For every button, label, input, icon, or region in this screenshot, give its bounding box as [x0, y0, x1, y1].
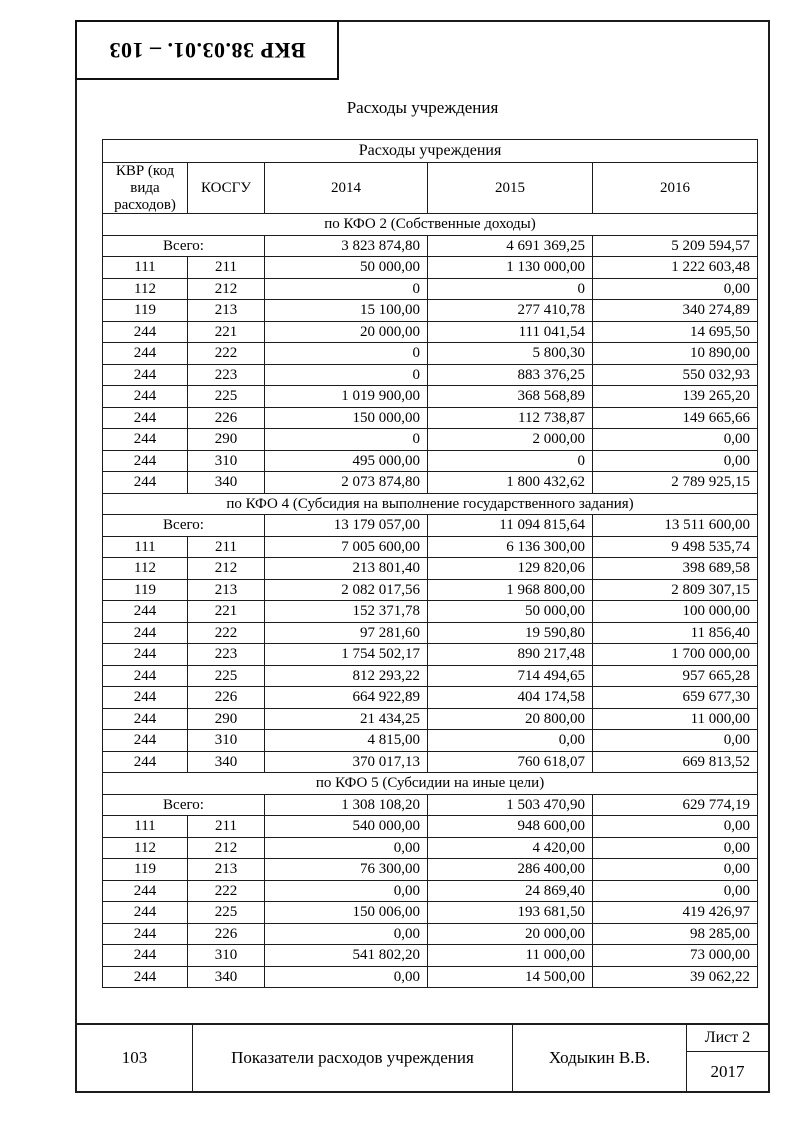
kosgu-cell: 221	[188, 321, 265, 343]
kvr-cell: 119	[103, 300, 188, 322]
value-cell: 883 376,25	[428, 364, 593, 386]
value-cell: 11 000,00	[593, 708, 758, 730]
value-cell: 659 677,30	[593, 687, 758, 709]
doc-year: 2017	[710, 1061, 745, 1081]
value-cell: 15 100,00	[265, 300, 428, 322]
value-cell: 404 174,58	[428, 687, 593, 709]
value-cell: 111 041,54	[428, 321, 593, 343]
value-cell: 1 130 000,00	[428, 257, 593, 279]
kvr-cell: 244	[103, 945, 188, 967]
value-cell: 0,00	[265, 923, 428, 945]
table-row	[103, 923, 758, 945]
value-cell: 0,00	[593, 730, 758, 752]
value-cell: 0,00	[265, 966, 428, 988]
kvr-cell: 111	[103, 816, 188, 838]
table-row	[103, 278, 758, 300]
kvr-cell: 244	[103, 407, 188, 429]
total-value: 11 094 815,64	[428, 515, 593, 537]
kosgu-cell: 310	[188, 945, 265, 967]
value-cell: 0,00	[593, 278, 758, 300]
value-cell: 50 000,00	[265, 257, 428, 279]
kosgu-cell: 225	[188, 386, 265, 408]
kosgu-cell: 213	[188, 859, 265, 881]
kvr-cell: 111	[103, 257, 188, 279]
table-row	[103, 321, 758, 343]
kosgu-cell: 222	[188, 343, 265, 365]
kvr-cell: 244	[103, 708, 188, 730]
value-cell: 0	[265, 278, 428, 300]
kvr-cell: 112	[103, 558, 188, 580]
value-cell: 6 136 300,00	[428, 536, 593, 558]
value-cell: 152 371,78	[265, 601, 428, 623]
value-cell: 9 498 535,74	[593, 536, 758, 558]
value-cell: 150 000,00	[265, 407, 428, 429]
stamp-box	[75, 20, 339, 80]
expenses-table-body	[103, 214, 758, 988]
value-cell: 2 000,00	[428, 429, 593, 451]
kvr-cell: 244	[103, 923, 188, 945]
kosgu-cell: 212	[188, 837, 265, 859]
total-row	[103, 794, 758, 816]
value-cell: 0,00	[265, 880, 428, 902]
table-row	[103, 665, 758, 687]
kosgu-cell: 310	[188, 730, 265, 752]
column-header-2016: 2016	[593, 163, 758, 214]
value-cell: 11 000,00	[428, 945, 593, 967]
total-value: 5 209 594,57	[593, 235, 758, 257]
kosgu-cell: 213	[188, 579, 265, 601]
total-row	[103, 515, 758, 537]
total-value: 4 691 369,25	[428, 235, 593, 257]
value-cell: 419 426,97	[593, 902, 758, 924]
kosgu-cell: 223	[188, 644, 265, 666]
kvr-cell: 244	[103, 343, 188, 365]
kvr-cell: 244	[103, 450, 188, 472]
value-cell: 76 300,00	[265, 859, 428, 881]
kosgu-cell: 226	[188, 407, 265, 429]
total-value: 1 503 470,90	[428, 794, 593, 816]
value-cell: 550 032,93	[593, 364, 758, 386]
total-value: 13 179 057,00	[265, 515, 428, 537]
value-cell: 0	[428, 278, 593, 300]
value-cell: 0	[265, 364, 428, 386]
table-row	[103, 644, 758, 666]
value-cell: 0,00	[593, 880, 758, 902]
sheet-number: Лист 2	[687, 1025, 768, 1052]
value-cell: 1 019 900,00	[265, 386, 428, 408]
doc-number: 103	[121, 1048, 148, 1067]
value-cell: 100 000,00	[593, 601, 758, 623]
table-row	[103, 816, 758, 838]
kosgu-cell: 225	[188, 665, 265, 687]
section-header: по КФО 2 (Собственные доходы)	[103, 214, 758, 236]
column-header-kvr: КВР (код вида расходов)	[103, 163, 188, 214]
value-cell: 368 568,89	[428, 386, 593, 408]
table-row	[103, 364, 758, 386]
value-cell: 21 434,25	[265, 708, 428, 730]
value-cell: 957 665,28	[593, 665, 758, 687]
table-row	[103, 450, 758, 472]
kvr-cell: 244	[103, 601, 188, 623]
kosgu-cell: 212	[188, 278, 265, 300]
kvr-cell: 112	[103, 278, 188, 300]
value-cell: 277 410,78	[428, 300, 593, 322]
table-caption-row	[103, 140, 758, 163]
kosgu-cell: 212	[188, 558, 265, 580]
value-cell: 398 689,58	[593, 558, 758, 580]
value-cell: 14 695,50	[593, 321, 758, 343]
title-block	[75, 1023, 770, 1093]
total-label: Всего:	[103, 235, 265, 257]
value-cell: 0	[428, 450, 593, 472]
value-cell: 0,00	[593, 837, 758, 859]
kvr-cell: 244	[103, 644, 188, 666]
value-cell: 19 590,80	[428, 622, 593, 644]
table-row	[103, 407, 758, 429]
kosgu-cell: 211	[188, 257, 265, 279]
sheet-block	[686, 1025, 768, 1091]
value-cell: 0,00	[593, 429, 758, 451]
value-cell: 2 789 925,15	[593, 472, 758, 494]
value-cell: 714 494,65	[428, 665, 593, 687]
value-cell: 139 265,20	[593, 386, 758, 408]
table-row	[103, 300, 758, 322]
value-cell: 11 856,40	[593, 622, 758, 644]
value-cell: 20 000,00	[265, 321, 428, 343]
value-cell: 0,00	[593, 450, 758, 472]
kosgu-cell: 211	[188, 816, 265, 838]
kosgu-cell: 340	[188, 751, 265, 773]
total-value: 13 511 600,00	[593, 515, 758, 537]
total-row	[103, 235, 758, 257]
table-row	[103, 386, 758, 408]
section-header-row	[103, 773, 758, 795]
kvr-cell: 244	[103, 321, 188, 343]
expenses-table	[102, 139, 758, 988]
value-cell: 1 968 800,00	[428, 579, 593, 601]
kosgu-cell: 221	[188, 601, 265, 623]
value-cell: 286 400,00	[428, 859, 593, 881]
kosgu-cell: 222	[188, 880, 265, 902]
table-row	[103, 945, 758, 967]
value-cell: 0	[265, 429, 428, 451]
table-row	[103, 902, 758, 924]
table-row	[103, 708, 758, 730]
kosgu-cell: 222	[188, 622, 265, 644]
kosgu-cell: 340	[188, 472, 265, 494]
table-row	[103, 966, 758, 988]
table-row	[103, 343, 758, 365]
value-cell: 20 800,00	[428, 708, 593, 730]
value-cell: 2 073 874,80	[265, 472, 428, 494]
kosgu-cell: 223	[188, 364, 265, 386]
page-frame	[75, 20, 770, 1093]
table-row	[103, 472, 758, 494]
total-value: 629 774,19	[593, 794, 758, 816]
value-cell: 10 890,00	[593, 343, 758, 365]
table-row	[103, 622, 758, 644]
value-cell: 213 801,40	[265, 558, 428, 580]
table-row	[103, 579, 758, 601]
kvr-cell: 244	[103, 687, 188, 709]
value-cell: 4 420,00	[428, 837, 593, 859]
value-cell: 149 665,66	[593, 407, 758, 429]
value-cell: 97 281,60	[265, 622, 428, 644]
kosgu-cell: 310	[188, 450, 265, 472]
page-title: Расходы учреждения	[346, 98, 499, 117]
value-cell: 370 017,13	[265, 751, 428, 773]
kosgu-cell: 213	[188, 300, 265, 322]
kvr-cell: 244	[103, 966, 188, 988]
value-cell: 495 000,00	[265, 450, 428, 472]
value-cell: 50 000,00	[428, 601, 593, 623]
kvr-cell: 244	[103, 730, 188, 752]
kosgu-cell: 226	[188, 687, 265, 709]
doc-author: Ходыкин В.В.	[512, 1025, 686, 1091]
table-row	[103, 536, 758, 558]
value-cell: 7 005 600,00	[265, 536, 428, 558]
kvr-cell: 244	[103, 665, 188, 687]
kosgu-cell: 290	[188, 708, 265, 730]
table-row	[103, 730, 758, 752]
total-label: Всего:	[103, 794, 265, 816]
table-row	[103, 429, 758, 451]
column-header-kosgu: КОСГУ	[188, 163, 265, 214]
table-row	[103, 837, 758, 859]
value-cell: 24 869,40	[428, 880, 593, 902]
value-cell: 0,00	[265, 837, 428, 859]
table-caption: Расходы учреждения	[103, 140, 758, 163]
total-value: 3 823 874,80	[265, 235, 428, 257]
table-row	[103, 687, 758, 709]
value-cell: 4 815,00	[265, 730, 428, 752]
value-cell: 812 293,22	[265, 665, 428, 687]
kvr-cell: 244	[103, 880, 188, 902]
section-header: по КФО 5 (Субсидии на иные цели)	[103, 773, 758, 795]
value-cell: 98 285,00	[593, 923, 758, 945]
value-cell: 664 922,89	[265, 687, 428, 709]
kvr-cell: 244	[103, 429, 188, 451]
value-cell: 669 813,52	[593, 751, 758, 773]
kvr-cell: 112	[103, 837, 188, 859]
kvr-cell: 119	[103, 859, 188, 881]
value-cell: 129 820,06	[428, 558, 593, 580]
table-row	[103, 859, 758, 881]
value-cell: 5 800,30	[428, 343, 593, 365]
value-cell: 0,00	[428, 730, 593, 752]
kvr-cell: 119	[103, 579, 188, 601]
kvr-cell: 244	[103, 902, 188, 924]
section-header-row	[103, 493, 758, 515]
value-cell: 73 000,00	[593, 945, 758, 967]
value-cell: 1 754 502,17	[265, 644, 428, 666]
table-header-row	[103, 163, 758, 214]
kosgu-cell: 226	[188, 923, 265, 945]
stamp-text: ВКР 38.03.01. – 103	[108, 38, 306, 63]
value-cell: 20 000,00	[428, 923, 593, 945]
value-cell: 1 700 000,00	[593, 644, 758, 666]
kvr-cell: 244	[103, 364, 188, 386]
total-label: Всего:	[103, 515, 265, 537]
value-cell: 1 800 432,62	[428, 472, 593, 494]
table-row	[103, 257, 758, 279]
kosgu-cell: 290	[188, 429, 265, 451]
value-cell: 39 062,22	[593, 966, 758, 988]
kvr-cell: 244	[103, 472, 188, 494]
kvr-cell: 244	[103, 386, 188, 408]
kvr-cell: 111	[103, 536, 188, 558]
kvr-cell: 244	[103, 622, 188, 644]
kosgu-cell: 225	[188, 902, 265, 924]
value-cell: 112 738,87	[428, 407, 593, 429]
table-row	[103, 601, 758, 623]
value-cell: 2 082 017,56	[265, 579, 428, 601]
total-value: 1 308 108,20	[265, 794, 428, 816]
value-cell: 0,00	[593, 816, 758, 838]
value-cell: 760 618,07	[428, 751, 593, 773]
kosgu-cell: 340	[188, 966, 265, 988]
value-cell: 14 500,00	[428, 966, 593, 988]
doc-title: Показатели расходов учреждения	[192, 1025, 512, 1091]
value-cell: 948 600,00	[428, 816, 593, 838]
value-cell: 0	[265, 343, 428, 365]
value-cell: 541 802,20	[265, 945, 428, 967]
table-row	[103, 880, 758, 902]
kvr-cell: 244	[103, 751, 188, 773]
column-header-2014: 2014	[265, 163, 428, 214]
value-cell: 2 809 307,15	[593, 579, 758, 601]
section-header: по КФО 4 (Субсидия на выполнение государственного задания)	[103, 493, 758, 515]
table-row	[103, 558, 758, 580]
value-cell: 150 006,00	[265, 902, 428, 924]
column-header-2015: 2015	[428, 163, 593, 214]
value-cell: 540 000,00	[265, 816, 428, 838]
kosgu-cell: 211	[188, 536, 265, 558]
value-cell: 340 274,89	[593, 300, 758, 322]
value-cell: 1 222 603,48	[593, 257, 758, 279]
table-row	[103, 751, 758, 773]
value-cell: 193 681,50	[428, 902, 593, 924]
value-cell: 0,00	[593, 859, 758, 881]
section-header-row	[103, 214, 758, 236]
value-cell: 890 217,48	[428, 644, 593, 666]
